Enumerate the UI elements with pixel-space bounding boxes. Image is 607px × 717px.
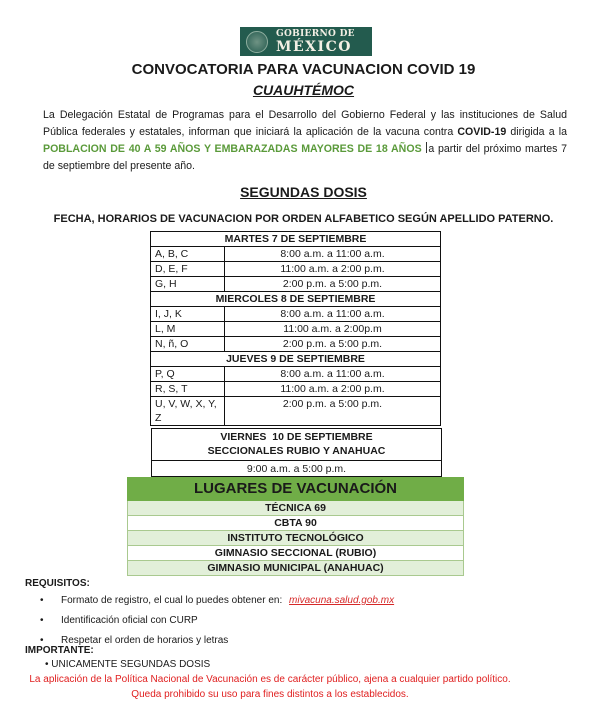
intro-covid-bold: COVID-19 <box>457 126 507 138</box>
place-row <box>128 501 464 516</box>
requirement-item <box>40 594 394 614</box>
friday-header-row <box>152 429 442 461</box>
time-cell: 2:00 p.m. a 5:00 p.m. <box>225 277 441 292</box>
time-cell: 11:00 a.m. a 2:00 p.m. <box>225 382 441 397</box>
day-header-row <box>151 232 441 247</box>
letters-cell: P, Q <box>151 367 225 382</box>
requirement-item <box>40 614 394 634</box>
place-row <box>128 561 464 576</box>
day-header-row <box>151 292 441 307</box>
letters-cell: I, J, K <box>151 307 225 322</box>
table-row <box>151 262 441 277</box>
letters-cell: R, S, T <box>151 382 225 397</box>
requirement-text: Formato de registro, el cual lo puedes obtener en: <box>61 595 283 606</box>
table-row <box>151 382 441 397</box>
table-row <box>151 322 441 337</box>
target-population-highlight: POBLACION DE 40 A 59 AÑOS Y EMBARAZADAS MAYORES DE 18 AÑOS <box>43 143 422 155</box>
table-row <box>151 247 441 262</box>
friday-header <box>152 429 442 461</box>
intro-text-3: a partir del próximo martes 7 de septiembre del presente año. <box>43 143 567 172</box>
bullet-icon: • <box>40 595 44 606</box>
schedule-caption: FECHA, HORARIOS DE VACUNACION POR ORDEN ALFABETICO SEGÚN APELLIDO PATERNO. <box>53 213 554 225</box>
document-title: CONVOCATORIA PARA VACUNACION COVID 19 <box>131 61 476 78</box>
national-seal-icon <box>246 31 268 53</box>
friday-time: 9:00 a.m. a 5:00 p.m. <box>152 461 442 477</box>
day-header-row <box>151 352 441 367</box>
place-name: CBTA 90 <box>128 516 464 531</box>
requirement-text: Respetar el orden de horarios y letras <box>61 635 229 646</box>
friday-schedule-table <box>151 428 442 477</box>
registration-link[interactable]: mivacuna.salud.gob.mx <box>289 595 395 606</box>
day-header: JUEVES 9 DE SEPTIEMBRE <box>151 352 441 367</box>
table-row <box>151 367 441 382</box>
place-row <box>128 516 464 531</box>
place-name: TÉCNICA 69 <box>128 501 464 516</box>
place-row <box>128 546 464 561</box>
document-subtitle: CUAUHTÉMOC <box>252 82 355 98</box>
vaccination-places-table <box>127 477 464 576</box>
place-row <box>128 531 464 546</box>
requirement-text: Identificación oficial con CURP <box>61 615 198 626</box>
section-title: SEGUNDAS DOSIS <box>240 184 367 200</box>
letters-cell: D, E, F <box>151 262 225 277</box>
logo-line-2: MÉXICO <box>276 38 352 55</box>
gobierno-de-mexico-logo <box>240 27 372 56</box>
letters-cell: L, M <box>151 322 225 337</box>
logo-text <box>276 30 355 54</box>
letters-cell: N, ñ, O <box>151 337 225 352</box>
requirements-label: REQUISITOS: <box>25 578 90 589</box>
intro-paragraph <box>43 107 567 175</box>
logo-line-1: GOBIERNO DE <box>276 28 355 39</box>
schedule-table <box>150 231 441 426</box>
table-row <box>151 277 441 292</box>
letters-cell: G, H <box>151 277 225 292</box>
important-label: IMPORTANTE: <box>25 645 94 656</box>
letters-cell: A, B, C <box>151 247 225 262</box>
place-name: GIMNASIO SECCIONAL (RUBIO) <box>128 546 464 561</box>
table-row <box>151 337 441 352</box>
friday-note: SECCIONALES RUBIO Y ANAHUAC <box>207 445 386 457</box>
bullet-icon: • <box>40 635 44 646</box>
letters-cell: U, V, W, X, Y, Z <box>151 397 225 426</box>
table-row <box>151 397 441 426</box>
time-cell: 2:00 p.m. a 5:00 p.m. <box>225 397 441 426</box>
time-cell: 11:00 a.m. a 2:00 p.m. <box>225 262 441 277</box>
friday-day: VIERNES 10 DE SEPTIEMBRE <box>220 431 373 443</box>
table-row <box>151 307 441 322</box>
time-cell: 11:00 a.m. a 2:00p.m <box>225 322 441 337</box>
day-header: MIERCOLES 8 DE SEPTIEMBRE <box>151 292 441 307</box>
time-cell: 8:00 a.m. a 11:00 a.m. <box>225 367 441 382</box>
friday-time-row <box>152 461 442 477</box>
day-header: MARTES 7 DE SEPTIEMBRE <box>151 232 441 247</box>
time-cell: 2:00 p.m. a 5:00 p.m. <box>225 337 441 352</box>
time-cell: 8:00 a.m. a 11:00 a.m. <box>225 307 441 322</box>
bullet-icon: • <box>40 615 44 626</box>
legal-notice-line-1: La aplicación de la Política Nacional de Vacunación es de carácter público, ajena a cualquier partido político. <box>29 674 511 685</box>
time-cell: 8:00 a.m. a 11:00 a.m. <box>225 247 441 262</box>
places-title: LUGARES DE VACUNACIÓN <box>128 478 464 501</box>
place-name: INSTITUTO TECNOLÓGICO <box>128 531 464 546</box>
intro-text-2: dirigida a la <box>506 126 567 138</box>
legal-notice-line-2: Queda prohibido su uso para fines distintos a los establecidos. <box>131 689 409 700</box>
place-name: GIMNASIO MUNICIPAL (ANAHUAC) <box>128 561 464 576</box>
important-item: • UNICAMENTE SEGUNDAS DOSIS <box>45 659 211 670</box>
intro-text-1: La Delegación Estatal de Programas para el Desarrollo del Gobierno Federal y las instituciones de Salud Pública federales y estatales, informan que iniciará la aplicación de la vacuna contra <box>43 109 567 138</box>
